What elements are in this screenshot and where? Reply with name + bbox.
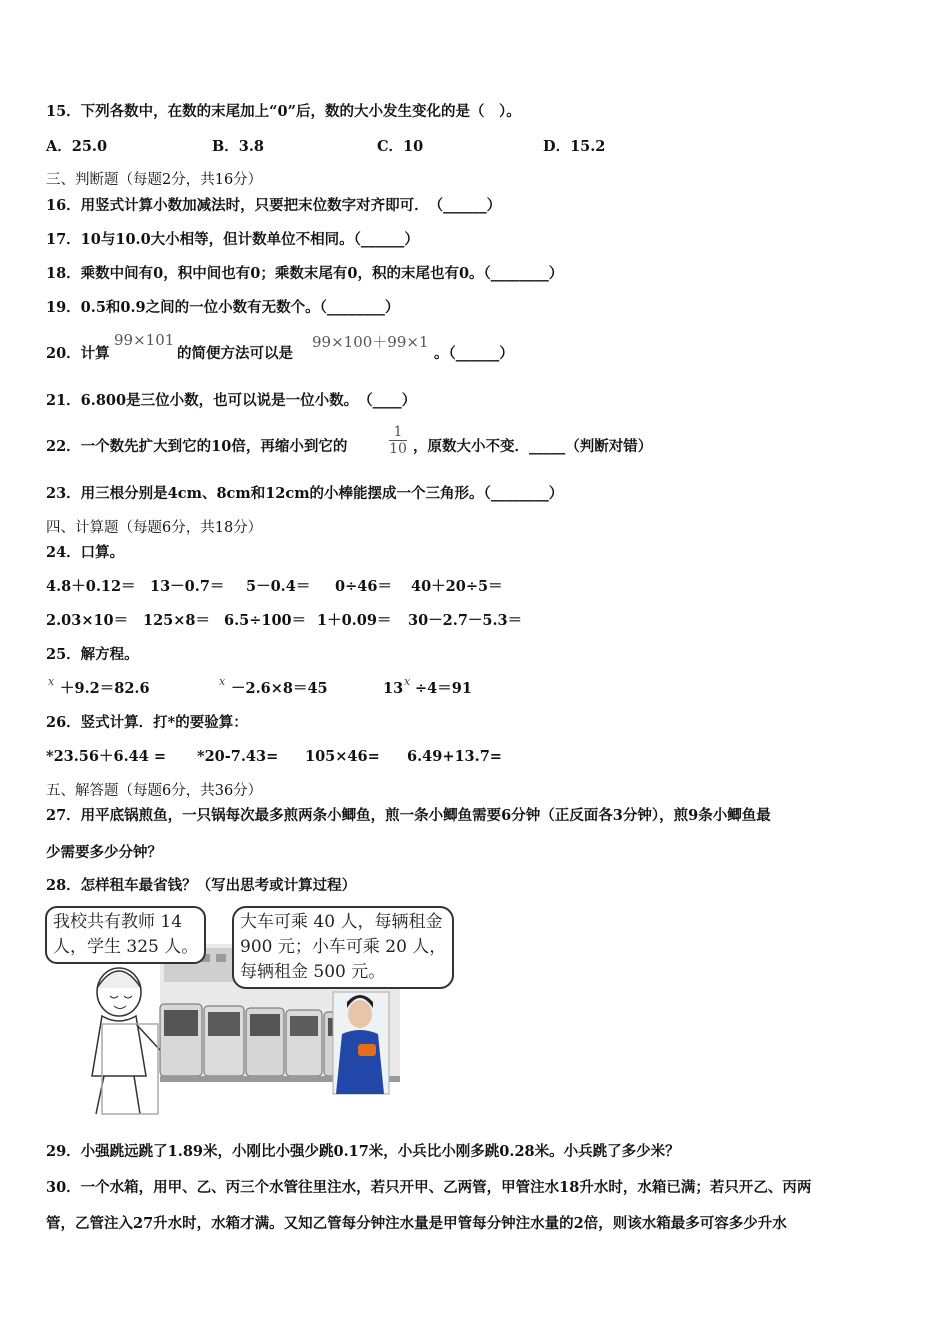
q20-prefix: 20．计算 [46,345,110,362]
oral-calc-item: 13－0.7＝ [150,578,225,595]
vertical-calc-item: 6.49+13.7= [407,748,502,765]
bubble-line: 900 元；小车可乘 20 人， [240,937,447,957]
question-23: 23．用三根分别是4cm、8cm和12cm的小棒能摆成一个三角形。（________） [46,485,564,502]
equation-3-suffix: ÷4＝91 [415,680,472,697]
variable-x: x [48,675,55,688]
oral-calc-item: 40＋20÷5＝ [411,578,503,595]
section-4-heading: 四、计算题（每题6分，共18分） [46,520,263,536]
bubble-line: 每辆租金 500 元。 [240,962,386,982]
equation-1: ＋9.2＝82.6 [60,680,150,697]
q15-option-c: C．10 [377,138,424,155]
oral-calc-item: 125×8＝ [143,612,211,629]
question-19: 19．0.5和0.9之间的一位小数有无数个。（________） [46,299,400,316]
q15-option-d: D．15.2 [543,138,606,155]
q22-suffix: ，原数大小不变．_____（判断对错） [413,438,653,455]
fraction-denominator: 10 [389,441,407,457]
oral-calc-item: 1＋0.09＝ [317,612,392,629]
fraction-numerator: 1 [393,424,403,440]
vertical-calc-item: 105×46= [305,748,380,765]
question-17: 17．10与10.0大小相等，但计数单位不相同。（______） [46,231,419,248]
question-24-title: 24．口算。 [46,544,125,561]
question-18: 18．乘数中间有0，积中间也有0；乘数末尾有0，积的末尾也有0。（________） [46,265,564,282]
question-28-title: 28．怎样租车最省钱？（写出思考或计算过程） [46,877,357,894]
oral-calc-item: 2.03×10＝ [46,612,129,629]
question-16: 16．用竖式计算小数加减法时，只要把末位数字对齐即可． （______） [46,197,502,214]
q15-option-a: A．25.0 [46,138,108,155]
question-15: 15．下列各数中，在数的末尾加上“0”后，数的大小发生变化的是（ ）。 [46,103,521,120]
q20-formula-1: 99×101 [114,331,175,349]
bubble-line: 我校共有教师 14 [53,912,183,932]
q22-fraction [389,425,407,456]
q20-suffix: 。（______） [434,345,514,362]
oral-calc-item: 0÷46＝ [335,578,392,595]
speech-bubble-right [232,906,454,989]
vertical-calc-item: *23.56＋6.44 = [46,748,167,765]
oral-calc-item: 6.5÷100＝ [224,612,307,629]
q22-prefix: 22．一个数先扩大到它的10倍，再缩小到它的 [46,438,348,455]
q20-middle: 的简便方法可以是 [177,345,293,362]
question-26-title: 26．竖式计算．打*的要验算： [46,714,248,731]
oral-calc-item: 5－0.4＝ [246,578,311,595]
question-29: 29．小强跳远跳了1.89米，小刚比小强少跳0.17米，小兵比小刚多跳0.28米。小兵跳了多少米？ [46,1143,680,1160]
speech-bubble-left [45,906,206,964]
bubble-line: 人，学生 325 人。 [53,937,199,957]
rental-illustration [44,904,474,1119]
bubble-line: 大车可乘 40 人，每辆租金 [240,912,443,932]
variable-x: x [219,675,226,688]
section-5-heading: 五、解答题（每题6分，共36分） [46,783,263,799]
section-3-heading: 三、判断题（每题2分，共16分） [46,172,263,188]
question-27-line-1: 27．用平底锅煎鱼，一只锅每次最多煎两条小鲫鱼，煎一条小鲫鱼需要6分钟（正反面各3分钟），煎9条小鲫鱼最 [46,807,771,824]
question-25-title: 25．解方程。 [46,646,139,663]
q20-formula-2: 99×100＋99×1 [312,333,429,351]
question-30-line-2: 管，乙管注入27升水时，水箱才满。又知乙管每分钟注水量是甲管每分钟注水量的2倍，则该水箱最多可容多少升水 [46,1215,787,1232]
question-27-line-2: 少需要多少分钟？ [46,844,162,861]
question-30-line-1: 30．一个水箱，用甲、乙、丙三个水管往里注水，若只开甲、乙两管，甲管注水18升水时，水箱已满；若只开乙、丙两 [46,1179,812,1196]
equation-2: －2.6×8＝45 [231,680,328,697]
variable-x: x [404,675,411,688]
vertical-calc-item: *20-7.43= [197,748,279,765]
oral-calc-item: 30－2.7－5.3＝ [408,612,523,629]
oral-calc-item: 4.8＋0.12＝ [46,578,136,595]
q15-option-b: B．3.8 [212,138,264,155]
question-21: 21．6.800是三位小数，也可以说是一位小数。 （____） [46,392,417,409]
equation-3-prefix: 13 [383,680,404,697]
